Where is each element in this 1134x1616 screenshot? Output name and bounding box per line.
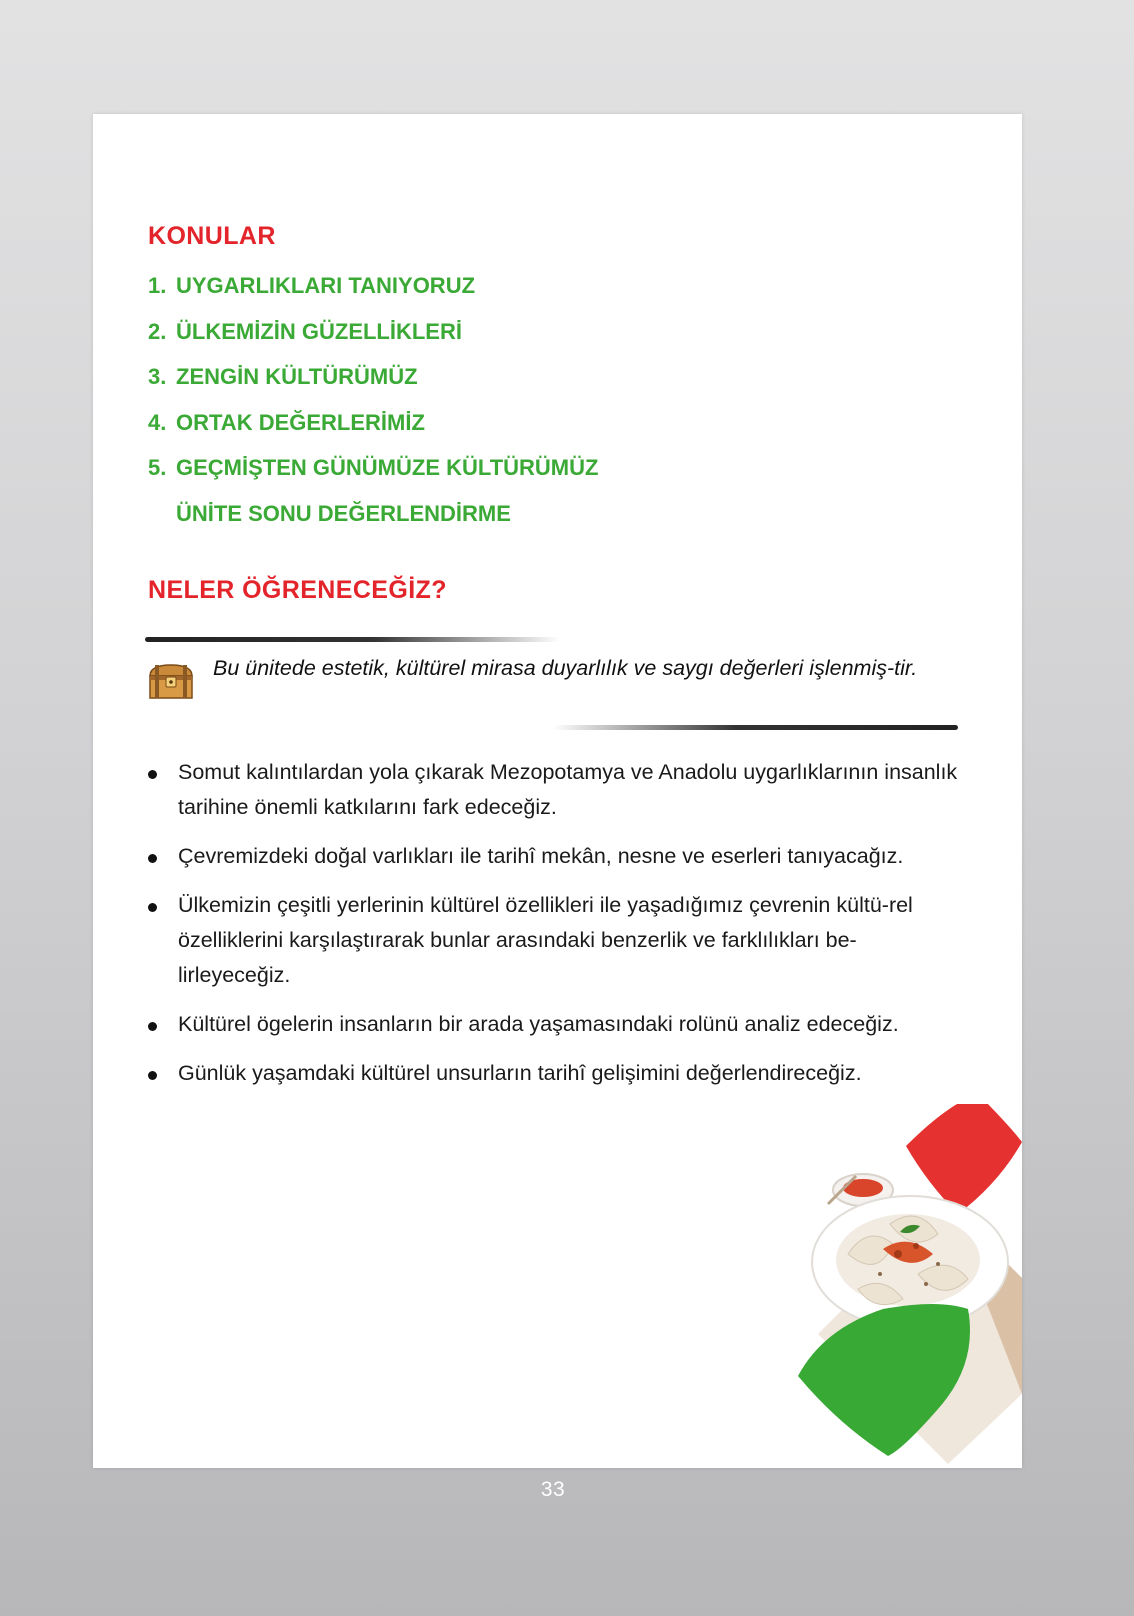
objective-item (148, 1007, 963, 1042)
topic-item (148, 454, 598, 500)
topic-number: 3. (148, 364, 167, 389)
divider-bottom (553, 725, 958, 730)
objective-text: Çevremizdeki doğal varlıkları ile tarihî mekân, nesne ve eserleri tanıyacağız. (178, 844, 904, 868)
objective-item (148, 755, 963, 825)
values-note: Bu ünitede estetik, kültürel mirasa duyarlılık ve saygı değerleri işlenmiş-tir. (213, 656, 918, 680)
bullet-icon (148, 770, 157, 779)
bullet-icon (148, 854, 157, 863)
topic-item (148, 363, 598, 409)
objective-text: Günlük yaşamdaki kültürel unsurların tarihî gelişimini değerlendireceğiz. (178, 1061, 862, 1085)
topic-number: 1. (148, 273, 167, 298)
topic-number: 4. (148, 409, 167, 435)
topic-label: ÜLKEMİZİN GÜZELLİKLERİ (176, 318, 462, 344)
topic-label: ÜNİTE SONU DEĞERLENDİRME (176, 500, 511, 526)
objective-item (148, 839, 963, 874)
learn-heading: NELER ÖĞRENECEĞİZ? (148, 576, 447, 604)
topic-item (148, 500, 598, 546)
topic-number: 2. (148, 318, 167, 344)
topic-label: ZENGİN KÜLTÜRÜMÜZ (176, 364, 418, 389)
objective-item (148, 1056, 963, 1091)
topic-item (148, 318, 598, 364)
topic-label: ORTAK DEĞERLERİMİZ (176, 409, 425, 435)
bullet-icon (148, 1071, 157, 1080)
topic-label: UYGARLIKLARI TANIYORUZ (176, 273, 476, 298)
divider-top (145, 637, 560, 642)
bullet-icon (148, 1022, 157, 1031)
topic-list (148, 272, 598, 545)
food-decoration (798, 1104, 1022, 1468)
objective-item (148, 888, 963, 993)
bullet-icon (148, 903, 157, 912)
objective-text: Ülkemizin çeşitli yerlerinin kültürel özellikleri ile yaşadığımız çevrenin kültü-rel özelliklerini karşılaştırarak bunlar arasındaki benzerlik ve farklılıkları be-lirleyeceğiz. (178, 893, 913, 987)
topic-label: GEÇMİŞTEN GÜNÜMÜZE KÜLTÜRÜMÜZ (176, 455, 599, 480)
topic-item (148, 409, 598, 455)
objectives-list (148, 755, 963, 1105)
page-number: 33 (540, 1478, 566, 1501)
treasure-chest-icon (148, 662, 194, 700)
topic-number: 5. (148, 455, 167, 480)
objective-text: Somut kalıntılardan yola çıkarak Mezopotamya ve Anadolu uygarlıklarının insanlık tarihine önemli katkılarını fark edeceğiz. (178, 760, 958, 819)
topic-item (148, 272, 598, 318)
objective-text: Kültürel ögelerin insanların bir arada yaşamasındaki rolünü analiz edeceğiz. (178, 1012, 899, 1036)
topics-heading: KONULAR (148, 222, 276, 250)
page-sheet (93, 114, 1022, 1468)
